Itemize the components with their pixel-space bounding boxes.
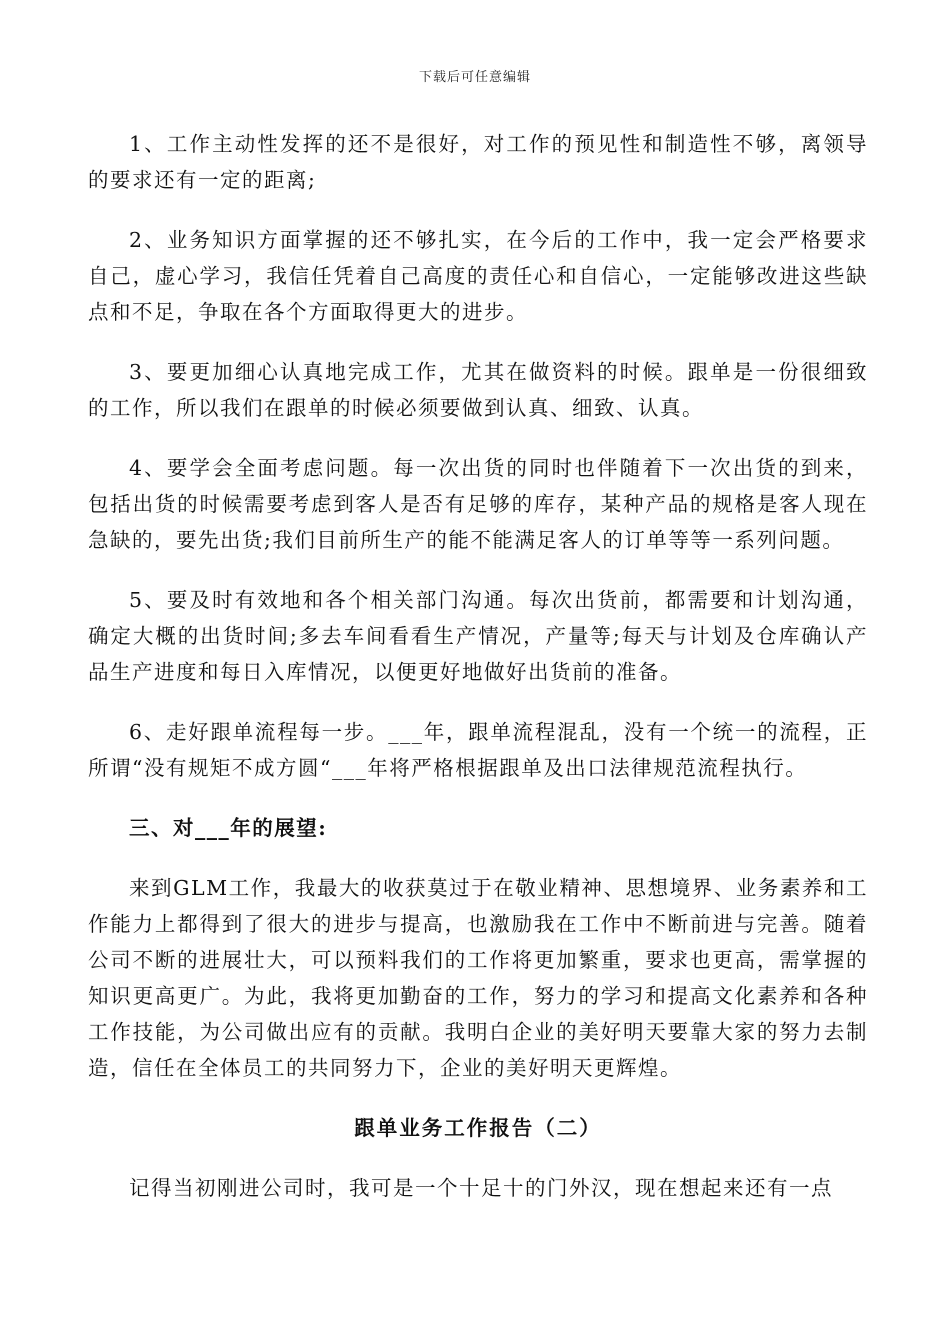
section-paragraph: 来到GLM工作，我最大的收获莫过于在敬业精神、思想境界、业务素养和工作能力上都得到了很大的进步与提高，也激励我在工作中不断前进与完善。随着公司不断的进展壮大，可以预料我们的工作将更加繁重，要求也更高，需掌握的知识更高更广。为此，我将更加勤奋的工作，努力的学习和提高文化素养和各种工作技能，为公司做出应有的贡献。我明白企业的美好明天要靠大家的努力去制造，信任在全体员工的共同努力下，企业的美好明天更辉煌。 xyxy=(88,876,868,1080)
final-paragraph: 记得当初刚进公司时，我可是一个十足十的门外汉，现在想起来还有一点 xyxy=(129,1176,833,1200)
paragraph-5: 5、要及时有效地和各个相关部门沟通。每次出货前，都需要和计划沟通，确定大概的出货时间;多去车间看看生产情况，产量等;每天与计划及仓库确认产品生产进度和每日入库情况，以便更好地做好出货前的准备。 xyxy=(88,588,868,684)
paragraph-3: 3、要更加细心认真地完成工作，尤其在做资料的时候。跟单是一份很细致的工作，所以我们在跟单的时候必须要做到认真、细致、认真。 xyxy=(88,360,868,420)
paragraph-2: 2、业务知识方面掌握的还不够扎实，在今后的工作中，我一定会严格要求自己，虚心学习，我信任凭着自己高度的责任心和自信心，一定能够改进这些缺点和不足，争取在各个方面取得更大的进步。 xyxy=(88,228,868,324)
paragraph-1: 1、工作主动性发挥的还不是很好，对工作的预见性和制造性不够，离领导的要求还有一定的距离; xyxy=(88,132,868,192)
document-body xyxy=(88,126,868,1230)
paragraph-6: 6、走好跟单流程每一步。___年，跟单流程混乱，没有一个统一的流程，正所谓“没有规矩不成方圆“___年将严格根据跟单及出口法律规范流程执行。 xyxy=(88,720,868,780)
report-title: 跟单业务工作报告（二） xyxy=(354,1116,602,1140)
paragraph-4: 4、要学会全面考虑问题。每一次出货的同时也伴随着下一次出货的到来，包括出货的时候需要考虑到客人是否有足够的库存，某种产品的规格是客人现在急缺的，要先出货;我们目前所生产的能不能满足客人的订单等等一系列问题。 xyxy=(88,456,868,552)
page-header: 下载后可任意编辑 xyxy=(418,70,531,85)
section-heading: 三、对___年的展望: xyxy=(129,816,328,840)
